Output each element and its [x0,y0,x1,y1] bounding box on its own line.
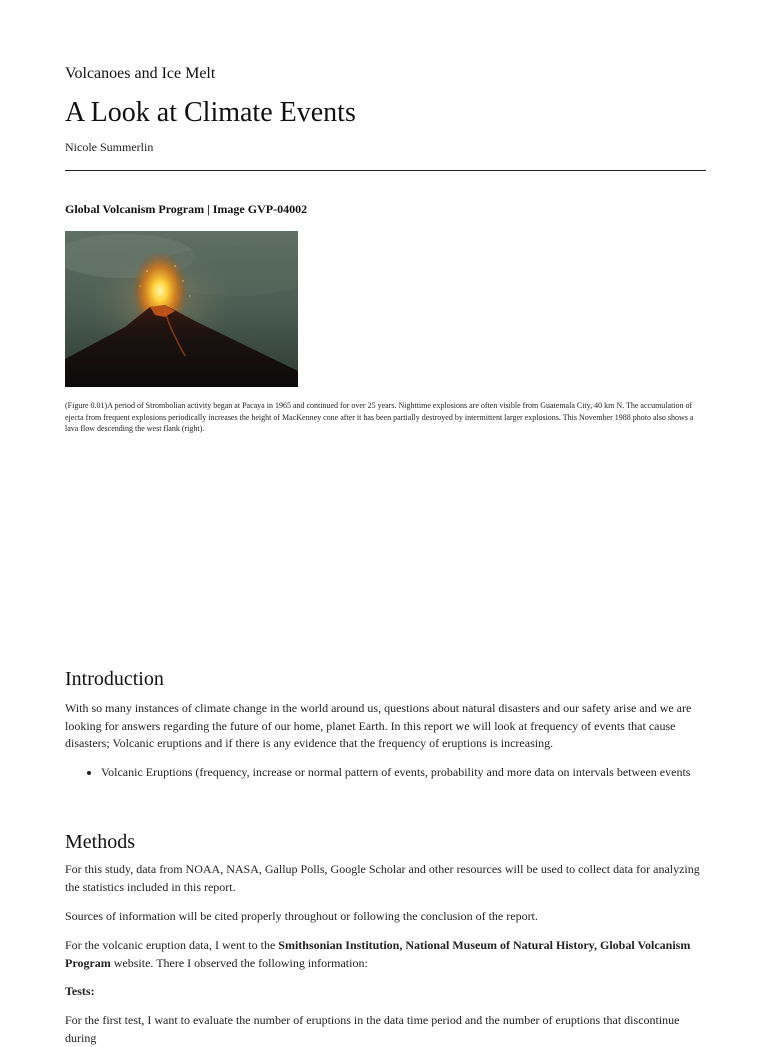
introduction-paragraph: With so many instances of climate change in the world around us, questions about natural disasters and our safety arise and we are looking for answers regarding the future of our home, planet Earth. In this report we will look at frequency of events that cause disasters; Volcanic eruptions and if there is any evidence that the frequency of eruptions is increasing. [65,701,692,750]
introduction-heading: Introduction [65,668,164,690]
methods-paragraph-2: Sources of information will be cited properly throughout or following the conclusion of the report. [65,909,538,923]
methods-paragraph-3-lead: For the volcanic eruption data, I went to the [65,938,279,952]
image-credit: Global Volcanism Program | Image GVP-04002 [65,202,308,216]
author-name: Nicole Summerlin [65,140,154,154]
methods-heading: Methods [65,831,135,853]
methods-paragraph-4: For the first test, I want to evaluate the number of eruptions in the data time period and the number of eruptions that discontinue during [65,1013,680,1045]
introduction-bullet-list [65,764,706,782]
volcano-photo [65,231,298,387]
source-institution: Smithsonian Institution, National Museum of Natural History, Global Volcanism Program [65,938,691,970]
figure-caption: (Figure 0.01)A period of Strombolian activity began at Pacaya in 1965 and continued for over 25 years. Nighttime explosions are often visible from Guatemala City, 40 km N. The accumulation of ejecta from frequent explosions periodically increases the height of MacKenney cone after it has been partially destroyed by intermittent larger explosions. This November 1988 photo also shows a lava flow descending the west flank (right). [65,401,694,433]
header-divider [65,170,706,171]
document-subtitle: Volcanoes and Ice Melt [65,65,216,82]
methods-paragraph-3-tail: website. There I observed the following information: [110,955,368,970]
list-item: • Volcanic Eruptions (frequency, increase or normal pattern of events, probability and more data on intervals between events [101,764,706,782]
methods-paragraph-1: For this study, data from NOAA, NASA, Gallup Polls, Google Scholar and other resources will be used to collect data for analyzing the statistics included in this report. [65,862,700,894]
methods-paragraph-3 [65,937,706,972]
tests-label: Tests: [65,984,95,998]
document-title: A Look at Climate Events [65,97,356,128]
